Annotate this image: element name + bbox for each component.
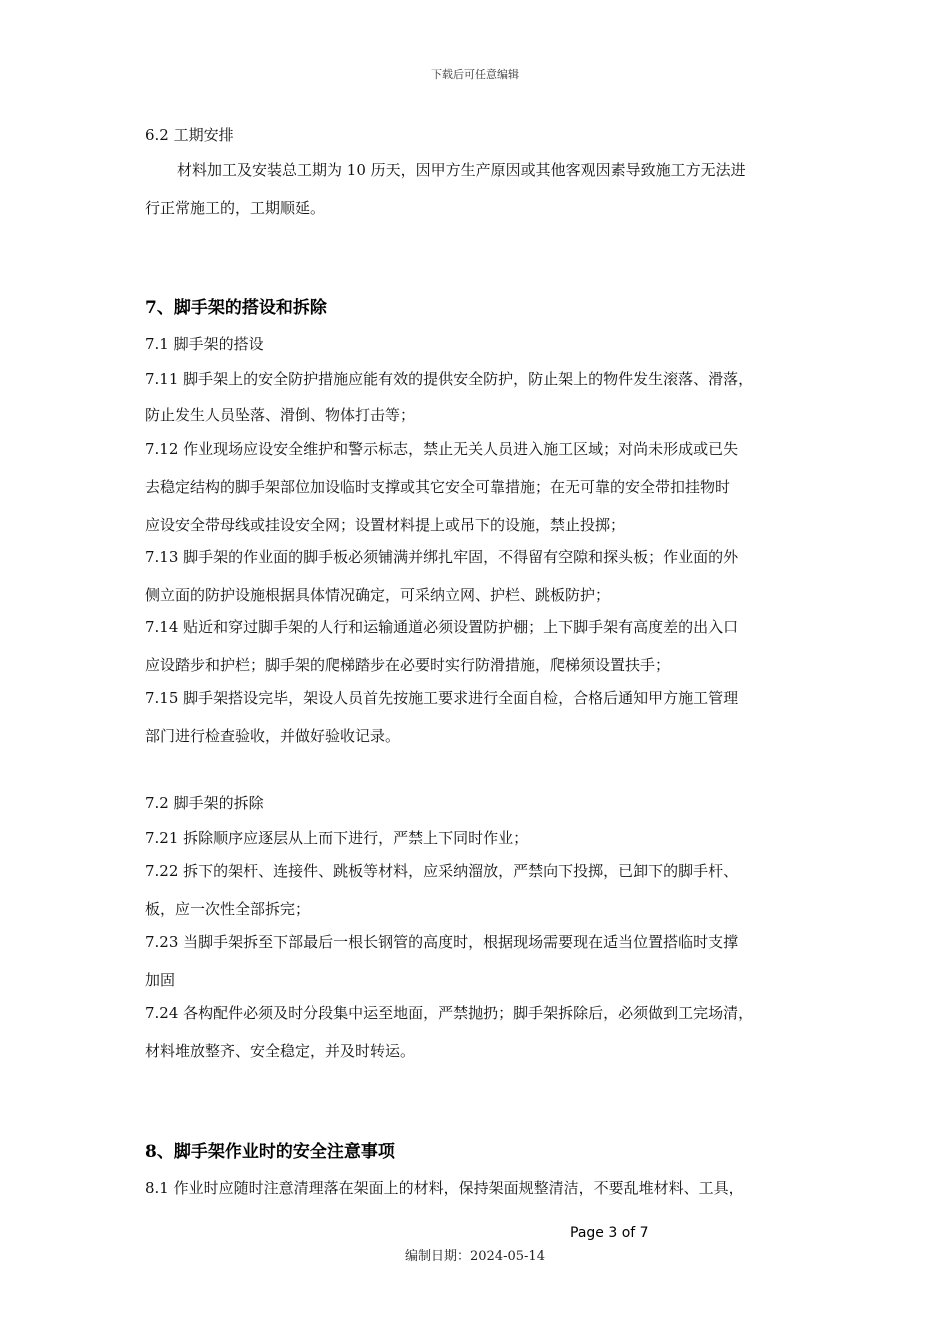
paragraph-line: 8.1 作业时应随时注意清理落在架面上的材料，保持架面规整清洁，不要乱堆材料、工具，	[145, 1179, 744, 1197]
paragraph-line: 板，应一次性全部拆完；	[145, 900, 311, 918]
paragraph-line: 7.12 作业现场应设安全维护和警示标志，禁止无关人员进入施工区域；对尚未形成或已失	[145, 440, 739, 458]
paragraph-line: 加固	[145, 971, 176, 989]
paragraph-line: 材料加工及安装总工期为 10 历天，因甲方生产原因或其他客观因素导致施工方无法进	[177, 161, 746, 179]
paragraph-line: 7.22 拆下的架杆、连接件、跳板等材料，应采纳溜放，严禁向下投掷，已卸下的脚手杆、	[145, 862, 739, 880]
paragraph-line: 7.21 拆除顺序应逐层从上而下进行，严禁上下同时作业；	[145, 829, 529, 847]
section-6-2-title: 6.2 工期安排	[145, 126, 234, 144]
paragraph-line: 去稳定结构的脚手架部位加设临时支撑或其它安全可靠措施；在无可靠的安全带扣挂物时	[145, 478, 731, 496]
compile-date: 编制日期：2024-05-14	[405, 1249, 545, 1264]
paragraph-line: 7.24 各构配件必须及时分段集中运至地面，严禁抛扔；脚手架拆除后，必须做到工完场清，	[145, 1004, 754, 1022]
paragraph-line: 7.23 当脚手架拆至下部最后一根长钢管的高度时，根据现场需要现在适当位置搭临时支撑	[145, 933, 739, 951]
paragraph-line: 侧立面的防护设施根据具体情况确定，可采纳立网、护栏、跳板防护；	[145, 586, 611, 604]
page-header: 下载后可任意编辑	[431, 68, 519, 81]
paragraph-line: 7.14 贴近和穿过脚手架的人行和运输通道必须设置防护棚；上下脚手架有高度差的出入口	[145, 618, 739, 636]
paragraph-line: 部门进行检查验收，并做好验收记录。	[145, 727, 401, 745]
paragraph-line: 防止发生人员坠落、滑倒、物体打击等；	[145, 406, 416, 424]
section-7-1-title: 7.1 脚手架的搭设	[145, 335, 264, 353]
section-8-heading: 8、脚手架作业时的安全注意事项	[145, 1142, 395, 1162]
section-7-heading: 7、脚手架的搭设和拆除	[145, 298, 327, 318]
paragraph-line: 7.11 脚手架上的安全防护措施应能有效的提供安全防护，防止架上的物件发生滚落、滑落，	[145, 370, 754, 388]
paragraph-line: 7.15 脚手架搭设完毕，架设人员首先按施工要求进行全面自检，合格后通知甲方施工管理	[145, 689, 739, 707]
page-number: Page 3 of 7	[570, 1225, 649, 1241]
section-7-2-title: 7.2 脚手架的拆除	[145, 794, 264, 812]
paragraph-line: 材料堆放整齐、安全稳定，并及时转运。	[145, 1042, 416, 1060]
paragraph-line: 7.13 脚手架的作业面的脚手板必须铺满并绑扎牢固，不得留有空隙和探头板；作业面的外	[145, 548, 739, 566]
paragraph-line: 应设踏步和护栏；脚手架的爬梯踏步在必要时实行防滑措施，爬梯须设置扶手；	[145, 656, 671, 674]
paragraph-line: 行正常施工的，工期顺延。	[145, 199, 326, 217]
paragraph-line: 应设安全带母线或挂设安全网；设置材料提上或吊下的设施，禁止投掷；	[145, 516, 626, 534]
